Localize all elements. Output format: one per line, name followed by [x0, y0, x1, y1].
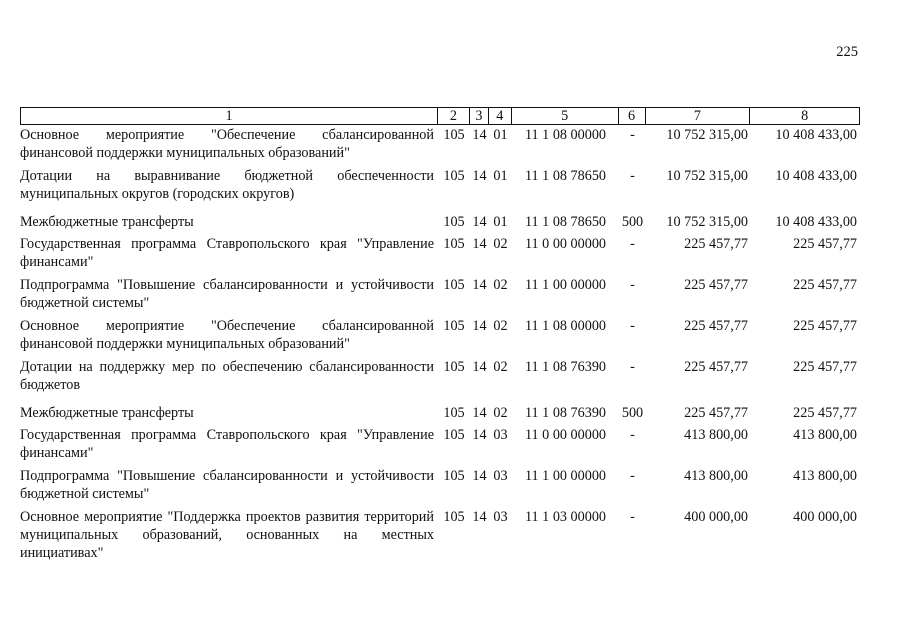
row-col-3-cell: 14 [472, 277, 487, 293]
row-col-5-cell: 11 1 08 76390 [524, 359, 607, 375]
row-col-3-cell: 14 [472, 405, 487, 421]
row-col-6-cell: - [630, 236, 635, 252]
row-col-4-cell: 02 [493, 318, 508, 334]
row-col-4-cell: 01 [493, 214, 508, 230]
row-col-8-cell: 225 457,77 [793, 359, 857, 375]
row-col-6-cell: - [630, 359, 635, 375]
row-col-6-cell: - [630, 468, 635, 484]
row-col-2-cell: 105 [443, 405, 465, 421]
row-col-5-cell: 11 1 00 00000 [524, 277, 607, 293]
table-row [20, 467, 860, 503]
table-row [20, 358, 860, 394]
table-row [20, 235, 860, 271]
row-col-2-cell: 105 [443, 168, 465, 184]
row-col-8-cell: 225 457,77 [793, 277, 857, 293]
table-row [20, 167, 860, 203]
row-col-6-cell: - [630, 127, 635, 143]
row-col-8-cell: 413 800,00 [793, 427, 857, 443]
row-name-cell: Межбюджетные трансферты [20, 405, 194, 421]
row-col-7-cell: 225 457,77 [684, 405, 748, 421]
header-col-4: 4 [489, 108, 512, 124]
row-col-6-cell: - [630, 277, 635, 293]
row-col-7-cell: 413 800,00 [684, 468, 748, 484]
row-col-3-cell: 14 [472, 168, 487, 184]
table-body [20, 126, 860, 562]
row-col-4-cell: 02 [493, 359, 508, 375]
row-name-cell: Дотации на выравнивание бюджетной обеспеченности муниципальных округов (городских округов) [20, 168, 434, 202]
table-row [20, 276, 860, 312]
table-header [20, 107, 860, 125]
row-col-8-cell: 225 457,77 [793, 318, 857, 334]
row-col-7-cell: 10 752 315,00 [666, 214, 748, 230]
budget-table [20, 107, 860, 567]
header-col-6: 6 [619, 108, 646, 124]
row-col-4-cell: 03 [493, 468, 508, 484]
row-col-2-cell: 105 [443, 427, 465, 443]
row-col-2-cell: 105 [443, 277, 465, 293]
header-col-3: 3 [470, 108, 489, 124]
row-name-cell: Дотации на поддержку мер по обеспечению сбалансированности бюджетов [20, 359, 434, 393]
row-col-5-cell: 11 1 08 78650 [524, 214, 607, 230]
row-col-8-cell: 10 408 433,00 [775, 127, 857, 143]
row-col-6-cell: - [630, 168, 635, 184]
row-col-3-cell: 14 [472, 359, 487, 375]
row-col-8-cell: 225 457,77 [793, 236, 857, 252]
row-name-cell: Подпрограмма "Повышение сбалансированности и устойчивости бюджетной системы" [20, 468, 434, 502]
header-col-8: 8 [801, 108, 809, 124]
row-col-5-cell: 11 0 00 00000 [524, 427, 607, 443]
row-col-3-cell: 14 [472, 127, 487, 143]
row-col-7-cell: 10 752 315,00 [666, 127, 748, 143]
row-col-3-cell: 14 [472, 427, 487, 443]
row-name-cell: Основное мероприятие "Обеспечение сбалансированной финансовой поддержки муниципальных образований" [20, 127, 434, 161]
row-col-5-cell: 11 1 00 00000 [524, 468, 607, 484]
row-col-6-cell: 500 [621, 214, 644, 230]
header-col-7: 7 [646, 108, 751, 124]
row-col-2-cell: 105 [443, 127, 465, 143]
row-col-6-cell: - [630, 427, 635, 443]
row-col-5-cell: 11 0 00 00000 [524, 236, 607, 252]
row-col-3-cell: 14 [472, 509, 487, 525]
header-col-1: 1 [21, 108, 438, 124]
row-col-2-cell: 105 [443, 236, 465, 252]
row-name-cell: Основное мероприятие "Поддержка проектов развития территорий муниципальных образований, основанных на местных инициативах" [20, 509, 434, 561]
row-col-5-cell: 11 1 08 78650 [524, 168, 607, 184]
row-col-4-cell: 03 [493, 427, 508, 443]
row-col-8-cell: 400 000,00 [793, 509, 857, 525]
row-col-8-cell: 225 457,77 [793, 405, 857, 421]
row-col-3-cell: 14 [472, 468, 487, 484]
row-col-7-cell: 225 457,77 [684, 318, 748, 334]
row-col-4-cell: 02 [493, 236, 508, 252]
row-name-cell: Государственная программа Ставропольского края "Управление финансами" [20, 236, 434, 270]
header-col-2: 2 [438, 108, 470, 124]
row-col-2-cell: 105 [443, 214, 465, 230]
row-col-5-cell: 11 1 08 00000 [524, 318, 607, 334]
row-col-6-cell: - [630, 318, 635, 334]
row-col-5-cell: 11 1 03 00000 [524, 509, 607, 525]
row-col-4-cell: 02 [493, 405, 508, 421]
row-col-3-cell: 14 [472, 318, 487, 334]
row-name-cell: Основное мероприятие "Обеспечение сбалансированной финансовой поддержки муниципальных образований" [20, 318, 434, 352]
row-col-5-cell: 11 1 08 76390 [524, 405, 607, 421]
row-col-7-cell: 225 457,77 [684, 359, 748, 375]
row-col-3-cell: 14 [472, 214, 487, 230]
row-name-cell: Государственная программа Ставропольского края "Управление финансами" [20, 427, 434, 461]
row-col-8-cell: 413 800,00 [793, 468, 857, 484]
table-row [20, 126, 860, 162]
page-number: 225 [836, 44, 858, 60]
row-col-7-cell: 413 800,00 [684, 427, 748, 443]
table-row [20, 508, 860, 562]
row-col-7-cell: 400 000,00 [684, 509, 748, 525]
row-name-cell: Подпрограмма "Повышение сбалансированности и устойчивости бюджетной системы" [20, 277, 434, 311]
row-col-8-cell: 10 408 433,00 [775, 214, 857, 230]
row-col-3-cell: 14 [472, 236, 487, 252]
row-col-2-cell: 105 [443, 468, 465, 484]
row-col-4-cell: 01 [493, 127, 508, 143]
row-col-7-cell: 225 457,77 [684, 236, 748, 252]
row-col-7-cell: 225 457,77 [684, 277, 748, 293]
table-row [20, 213, 860, 231]
row-col-4-cell: 02 [493, 277, 508, 293]
table-row [20, 404, 860, 422]
table-row [20, 317, 860, 353]
row-col-2-cell: 105 [443, 318, 465, 334]
row-col-7-cell: 10 752 315,00 [666, 168, 748, 184]
table-row [20, 426, 860, 462]
row-col-5-cell: 11 1 08 00000 [524, 127, 607, 143]
row-col-2-cell: 105 [443, 509, 465, 525]
row-col-6-cell: - [630, 509, 635, 525]
row-col-8-cell: 10 408 433,00 [775, 168, 857, 184]
row-col-6-cell: 500 [621, 405, 644, 421]
row-col-4-cell: 01 [493, 168, 508, 184]
row-name-cell: Межбюджетные трансферты [20, 214, 194, 230]
row-col-2-cell: 105 [443, 359, 465, 375]
row-col-4-cell: 03 [493, 509, 508, 525]
header-col-5: 5 [512, 108, 619, 124]
